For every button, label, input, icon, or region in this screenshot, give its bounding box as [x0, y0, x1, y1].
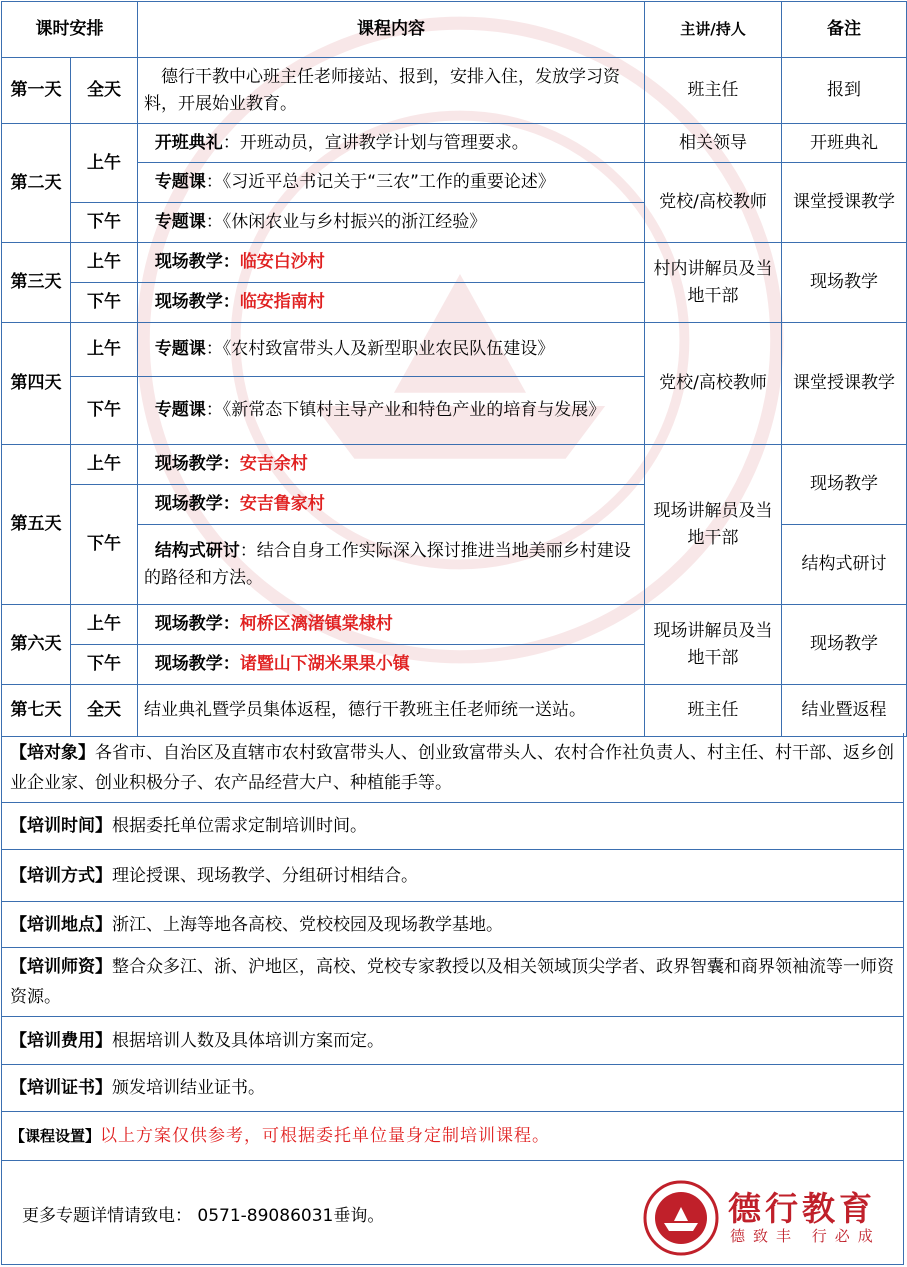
- day2-opening: 开班典礼：开班动员，宣讲教学计划与管理要求。: [138, 124, 645, 163]
- day2-host-teachers: 党校/高校教师: [645, 163, 782, 243]
- info-time: 【培训时间】根据委托单位需求定制培训时间。: [1, 803, 904, 850]
- day-3: 第三天: [2, 243, 71, 323]
- day-1: 第一天: [2, 58, 71, 124]
- brand-logo: [642, 1179, 892, 1257]
- day4-remark: 课堂授课教学: [782, 323, 907, 445]
- info-note: 【课程设置】以上方案仅供参考，可根据委托单位量身定制培训课程。: [1, 1112, 904, 1161]
- day-4: 第四天: [2, 323, 71, 445]
- footer: [1, 1161, 904, 1265]
- day6-site-2: 现场教学：诸暨山下湖米果果小镇: [138, 645, 645, 685]
- period-am: 上午: [71, 243, 138, 283]
- period-am: 上午: [71, 605, 138, 645]
- day7-host: 班主任: [645, 685, 782, 737]
- day3-site-2: 现场教学：临安指南村: [138, 283, 645, 323]
- day-2: 第二天: [2, 124, 71, 243]
- day4-host: 党校/高校教师: [645, 323, 782, 445]
- day3-host: 村内讲解员及当地干部: [645, 243, 782, 323]
- seal-icon: [642, 1179, 720, 1257]
- day-5: 第五天: [2, 445, 71, 605]
- day2-topic-1: 专题课：《习近平总书记关于“三农”工作的重要论述》: [138, 163, 645, 203]
- day2-remark-opening: 开班典礼: [782, 124, 907, 163]
- day5-host: 现场讲解员及当地干部: [645, 445, 782, 605]
- day1-remark: 报到: [782, 58, 907, 124]
- info-method: 【培训方式】理论授课、现场教学、分组研讨相结合。: [1, 850, 904, 902]
- day5-remark-seminar: 结构式研讨: [782, 525, 907, 605]
- period-pm: 下午: [71, 645, 138, 685]
- day7-content: 结业典礼暨学员集体返程，德行干教班主任老师统一送站。: [138, 685, 645, 737]
- info-teachers: 【培训师资】整合众多江、浙、沪地区，高校、党校专家教授以及相关领域顶尖学者、政界智囊和商界领袖流等一师资资源。: [1, 948, 904, 1017]
- day6-remark: 现场教学: [782, 605, 907, 685]
- day5-seminar: 结构式研讨：结合自身工作实际深入探讨推进当地美丽乡村建设的路径和方法。: [138, 525, 645, 605]
- header-content: 课程内容: [138, 2, 645, 58]
- info-target: 【培对象】各省市、自治区及直辖市农村致富带头人、创业致富带头人、农村合作社负责人、村主任、村干部、返乡创业企业家、创业积极分子、农产品经营大户、种植能手等。: [1, 733, 904, 803]
- brand-slogan: 德致丰 行必成: [730, 1227, 881, 1245]
- day3-remark: 现场教学: [782, 243, 907, 323]
- period-pm: 下午: [71, 203, 138, 243]
- period-all-day: 全天: [71, 58, 138, 124]
- period-am: 上午: [71, 323, 138, 377]
- day6-host: 现场讲解员及当地干部: [645, 605, 782, 685]
- day-6: 第六天: [2, 605, 71, 685]
- brand-name: 德行教育: [728, 1189, 876, 1228]
- day2-topic-2: 专题课：《休闲农业与乡村振兴的浙江经验》: [138, 203, 645, 243]
- period-am: 上午: [71, 445, 138, 485]
- day5-site-1: 现场教学：安吉余村: [138, 445, 645, 485]
- day1-content: 德行干教中心班主任老师接站、报到，安排入住，发放学习资料，开展始业教育。: [138, 58, 645, 124]
- header-remark: 备注: [782, 2, 907, 58]
- info-place: 【培训地点】浙江、上海等地各高校、党校校园及现场教学基地。: [1, 902, 904, 948]
- day3-site-1: 现场教学：临安白沙村: [138, 243, 645, 283]
- day5-remark-site: 现场教学: [782, 445, 907, 525]
- period-pm: 下午: [71, 485, 138, 605]
- period-am: 上午: [71, 124, 138, 203]
- period-pm: 下午: [71, 377, 138, 445]
- schedule-table: [1, 1, 907, 737]
- day5-site-2: 现场教学：安吉鲁家村: [138, 485, 645, 525]
- day1-host: 班主任: [645, 58, 782, 124]
- day4-topic-2: 专题课：《新常态下镇村主导产业和特色产业的培育与发展》: [138, 377, 645, 445]
- day4-topic-1: 专题课：《农村致富带头人及新型职业农民队伍建设》: [138, 323, 645, 377]
- day2-remark-class: 课堂授课教学: [782, 163, 907, 243]
- day2-host-leader: 相关领导: [645, 124, 782, 163]
- info-fee: 【培训费用】根据培训人数及具体培训方案而定。: [1, 1017, 904, 1065]
- header-host: 主讲/持人: [645, 2, 782, 58]
- day-7: 第七天: [2, 685, 71, 737]
- info-cert: 【培训证书】颁发培训结业证书。: [1, 1065, 904, 1112]
- header-schedule: 课时安排: [2, 2, 138, 58]
- period-all-day: 全天: [71, 685, 138, 737]
- period-pm: 下午: [71, 283, 138, 323]
- contact-phone[interactable]: 更多专题详情请致电： 0571-89086031垂询。: [22, 1206, 385, 1226]
- day7-remark: 结业暨返程: [782, 685, 907, 737]
- day6-site-1: 现场教学：柯桥区漓渚镇棠棣村: [138, 605, 645, 645]
